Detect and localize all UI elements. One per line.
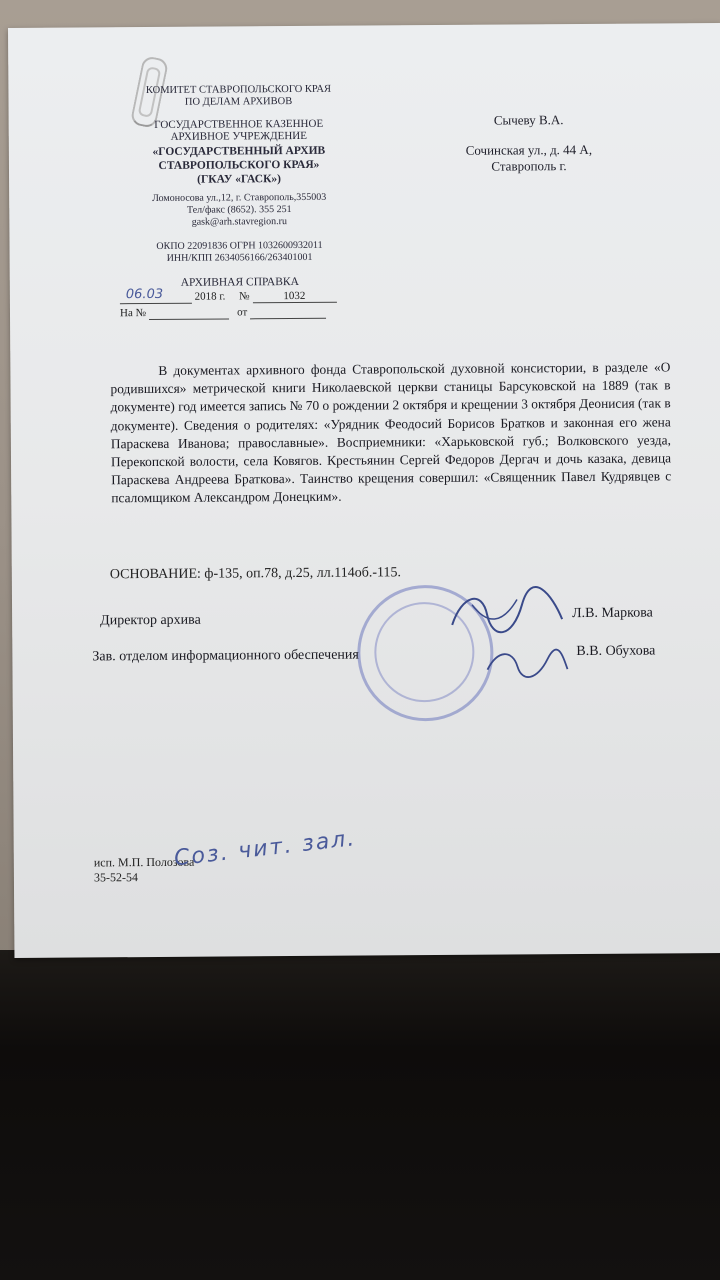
recipient-name: Сычеву В.А. <box>493 112 564 128</box>
reference-from-label: от <box>237 306 248 319</box>
head-signature-icon <box>482 644 572 685</box>
executor-name: исп. М.П. Полозова <box>93 854 195 870</box>
recipient-street: Сочинская ул., д. 44 А, <box>465 141 593 158</box>
reference-on-label: На № <box>119 307 147 320</box>
certificate-paragraph: В документах архивного фонда Ставропольской духовной консистории, в разделе «О родившихся» метрической книги Николаевской церкви станицы Барсуковской на 1889 (так в документе) год имеется запись № 70 о рождении 2 октября и крещении 3 октября Деонисия (так в документе). Сведения о родителях: «Урядник Феодосий Борисов Братков и законная его жена Параскева Иванова; православные». Восприемники: «Харьковской губ.; Волковского уезда, Перекопской волости, села Ковягов. Крестьянин Сергей Федоров Дергач и дочь казака, девица Параскева Андреева Браткова». Таинство крещения совершил: «Священник Павел Кудрявцев с псаломщиком Александром Донецким». <box>110 359 672 506</box>
executor-phone: 35-52-54 <box>93 870 138 885</box>
organization-contacts <box>109 191 369 229</box>
head-title: Зав. отделом информационного обеспечения <box>92 647 359 665</box>
certificate-body <box>110 358 671 508</box>
org-email: gask@arh.stavregion.ru <box>191 216 288 228</box>
org-inn: ИНН/КПП 2634056166/263401001 <box>166 251 313 264</box>
organization-type <box>109 117 369 143</box>
recipient-address <box>429 142 629 175</box>
committee-name <box>108 83 368 109</box>
certificate-basis: ОСНОВАНИЕ: ф-135, оп.78, д.25, лл.114об.-115. <box>109 565 402 583</box>
organization-name <box>109 143 369 187</box>
org-name-1: «ГОСУДАРСТВЕННЫЙ АРХИВ <box>152 144 326 158</box>
org-name-2: СТАВРОПОЛЬСКОГО КРАЯ» <box>158 158 320 172</box>
org-okpo: ОКПО 22091836 ОГРН 1032600932011 <box>156 239 323 252</box>
org-line-1: ГОСУДАРСТВЕННОЕ КАЗЕННОЕ <box>154 117 324 131</box>
reference-on-line <box>120 306 360 321</box>
reference-on-field <box>149 306 229 320</box>
head-name: В.В. Обухова <box>576 643 656 660</box>
reference-date-handwritten: 06.03 <box>125 286 164 303</box>
handwritten-note: Соз. чит. зал. <box>172 826 358 872</box>
organization-registry <box>109 239 369 265</box>
committee-line-2: ПО ДЕЛАМ АРХИВОВ <box>184 96 293 108</box>
org-phone: Тел/факс (8652). 355 251 <box>186 204 292 216</box>
archive-certificate-page <box>8 23 720 958</box>
reference-title: АРХИВНАЯ СПРАВКА <box>180 275 299 289</box>
reference-year: 2018 г. <box>194 290 226 303</box>
recipient-city: Ставрополь г. <box>491 158 567 174</box>
org-line-2: АРХИВНОЕ УЧРЕЖДЕНИЕ <box>170 129 307 143</box>
reference-from-field <box>250 306 326 320</box>
reference-number-label: № <box>239 290 250 303</box>
org-abbr: (ГКАУ «ГАСК») <box>197 173 282 186</box>
reference-date-field <box>120 286 192 305</box>
director-name: Л.В. Маркова <box>572 605 653 622</box>
director-signature-icon <box>442 584 572 645</box>
committee-line-1: КОМИТЕТ СТАВРОПОЛЬСКОГО КРАЯ <box>145 83 332 97</box>
reference-number-line <box>120 286 360 305</box>
background-floor <box>0 950 720 1280</box>
director-title: Директор архива <box>100 612 201 629</box>
org-address: Ломоносова ул.,12, г. Ставрополь,355003 <box>152 191 327 204</box>
reference-number: 1032 <box>252 290 336 304</box>
